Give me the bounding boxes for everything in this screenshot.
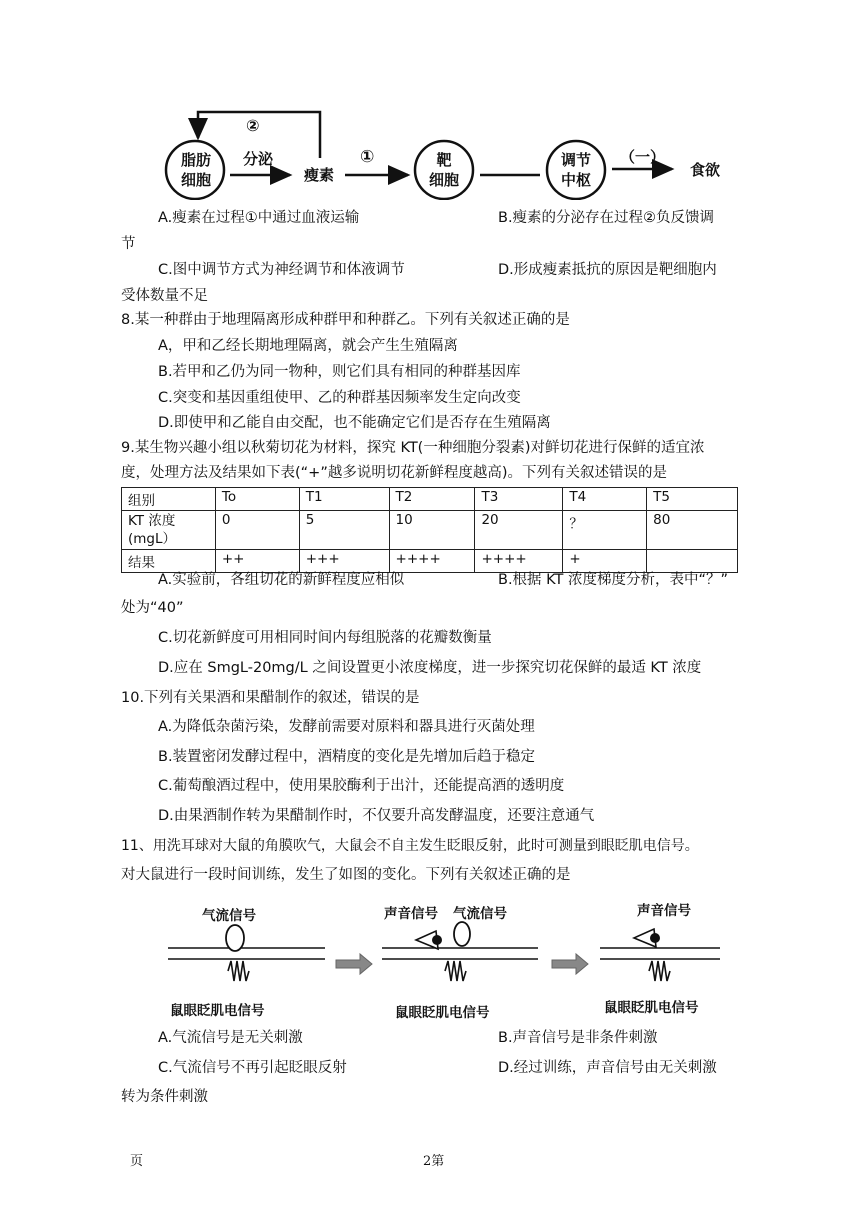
emg-label-1: 鼠眼眨肌电信号 — [170, 1003, 265, 1019]
footer-left: 页 — [130, 1154, 144, 1169]
table-cell: ++++ — [389, 550, 475, 573]
table-cell: 10 — [389, 511, 475, 550]
table-cell: T2 — [389, 488, 475, 511]
q8-option-b: B.若甲和乙仍为同一物种，则它们具有相同的种群基因库 — [158, 364, 521, 380]
adipocyte-label: 脂肪 细胞 — [180, 151, 211, 189]
sound-label-2: 声音信号 — [384, 906, 438, 922]
q9-option-a: A.实验前，各组切花的新鲜程度应相似 — [158, 572, 405, 588]
q11-option-d: D.经过训练，声音信号由无关刺激 — [498, 1060, 717, 1076]
table-cell: ++++ — [475, 550, 563, 573]
q8-option-d: D.即使甲和乙能自由交配，也不能确定它们是否存在生殖隔离 — [158, 415, 551, 431]
transition-arrow-icon — [336, 954, 372, 974]
q9-option-b: B.根据 KT 浓度梯度分析，表中“？” — [498, 572, 729, 588]
table-cell: T4 — [563, 488, 647, 511]
table-cell: T5 — [647, 488, 738, 511]
page-number: 2第 — [423, 1154, 445, 1169]
leptin-label: 瘦素 — [304, 166, 335, 184]
speaker-icon — [416, 931, 442, 949]
q10-option-c: C.葡萄酿酒过程中，使用果胶酶利于出汁，还能提高酒的透明度 — [158, 778, 565, 794]
emg-label-2: 鼠眼眨肌电信号 — [395, 1005, 490, 1021]
q8-option-a: A，甲和乙经长期地理隔离，就会产生生殖隔离 — [158, 338, 458, 354]
airflow-ball-icon — [226, 925, 244, 951]
q9-stem-line2: 度，处理方法及结果如下表(“+”越多说明切花新鲜程度越高)。下列有关叙述错误的是 — [121, 465, 667, 481]
sound-label-3: 声音信号 — [637, 903, 691, 919]
q11-stem-line2: 对大鼠进行一段时间训练，发生了如图的变化。下列有关叙述正确的是 — [121, 867, 571, 883]
table-cell: 5 — [299, 511, 389, 550]
q10-option-a: A.为降低杂菌污染，发酵前需要对原料和器具进行灭菌处理 — [158, 719, 535, 735]
emg-label-3: 鼠眼眨肌电信号 — [604, 1000, 699, 1016]
q7-option-a: A.瘦素在过程①中通过血液运输 — [158, 210, 360, 226]
table-cell: T1 — [299, 488, 389, 511]
q7-option-b: B.瘦素的分泌存在过程②负反馈调 — [498, 210, 715, 226]
q7-option-c: C.图中调节方式为神经调节和体液调节 — [158, 262, 405, 278]
table-cell: 80 — [647, 511, 738, 550]
table-row — [122, 511, 738, 550]
q10-option-b: B.装置密闭发酵过程中，酒精度的变化是先增加后趋于稳定 — [158, 749, 536, 765]
step1-label: ① — [360, 147, 375, 167]
table-cell: +++ — [299, 550, 389, 573]
q9-option-b-cont: 处为“40” — [121, 600, 184, 616]
table-cell: KT 浓度 (mgL） — [122, 511, 216, 550]
table-cell: + — [563, 550, 647, 573]
q10-option-d: D.由果酒制作转为果醋制作时，不仅要升高发酵温度，还要注意通气 — [158, 808, 595, 824]
center-label: 调节 中枢 — [560, 151, 591, 189]
q7-option-d: D.形成瘦素抵抗的原因是靶细胞内 — [498, 262, 717, 278]
q11-option-d-cont: 转为条件刺激 — [121, 1089, 208, 1105]
q7-option-d-cont: 受体数量不足 — [121, 288, 208, 304]
q8-stem: 8.某一种群由于地理隔离形成种群甲和种群乙。下列有关叙述正确的是 — [121, 312, 570, 328]
table-cell: 20 — [475, 511, 563, 550]
appetite-label: 食欲 — [690, 161, 721, 179]
q8-option-c: C.突变和基因重组使甲、乙的种群基因频率发生定向改变 — [158, 390, 521, 406]
speaker-icon — [634, 929, 660, 947]
q11-stem-line1: 11、用洗耳球对大鼠的角膜吹气，大鼠会不自主发生眨眼反射，此时可测量到眼眨肌电信号。 — [121, 838, 699, 854]
q9-stem-line1: 9.某生物兴趣小组以秋菊切花为材料，探究 KT(一种细胞分裂素)对鲜切花进行保鲜的适宜浓 — [121, 440, 705, 456]
airflow-label-1: 气流信号 — [202, 908, 256, 924]
kt-table — [121, 487, 738, 573]
q9-option-c: C.切花新鲜度可用相同时间内每组脱落的花瓣数衡量 — [158, 630, 492, 646]
table-cell: T3 — [475, 488, 563, 511]
q11-option-c: C.气流信号不再引起眨眼反射 — [158, 1060, 347, 1076]
table-cell: To — [215, 488, 299, 511]
target-cell-label: 靶 细胞 — [428, 151, 459, 189]
table-row — [122, 488, 738, 511]
q9-option-d: D.应在 SmgL-20mg/L 之间设置更小浓度梯度，进一步探究切花保鲜的最适 KT 浓度 — [158, 660, 702, 676]
negative-label: （一） — [620, 148, 666, 166]
step2-label: ② — [246, 116, 260, 135]
airflow-label-2: 气流信号 — [453, 906, 507, 922]
q11-option-a: A.气流信号是无关刺激 — [158, 1030, 303, 1046]
secrete-label: 分泌 — [243, 150, 274, 168]
q11-option-b: B.声音信号是非条件刺激 — [498, 1030, 658, 1046]
q10-stem: 10.下列有关果酒和果醋制作的叙述，错误的是 — [121, 690, 420, 706]
q7-option-b-cont: 节 — [121, 236, 136, 252]
table-cell: ？ — [563, 511, 647, 550]
table-cell: 组别 — [122, 488, 216, 511]
table-cell: ++ — [215, 550, 299, 573]
transition-arrow-icon — [552, 954, 588, 974]
table-cell: 0 — [215, 511, 299, 550]
airflow-ball-icon — [454, 922, 470, 946]
reflex-training-figure — [160, 918, 730, 998]
table-cell: 结果 — [122, 550, 216, 573]
